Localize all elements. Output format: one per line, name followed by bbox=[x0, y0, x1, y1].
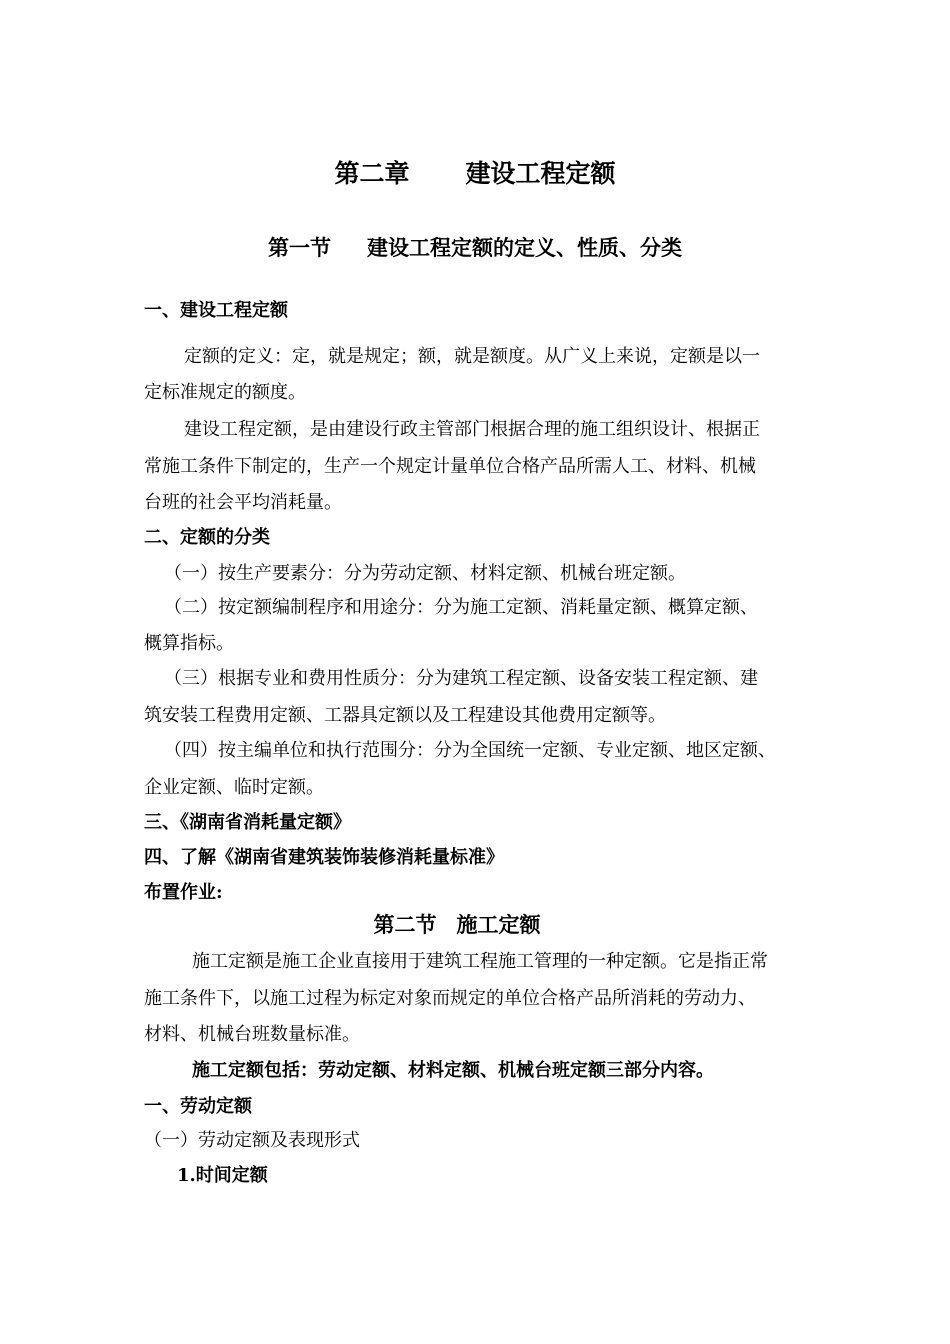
homework-label: 布置作业: bbox=[144, 882, 223, 903]
subheading-labor: （一）劳动定额及表现形式 bbox=[144, 1130, 360, 1151]
heading-part3: 三、《湖南省消耗量定额》 bbox=[144, 812, 351, 833]
heading-labor: 一、劳动定额 bbox=[144, 1096, 252, 1117]
paragraph-line: 常施工条件下制定的，生产一个规定计量单位合格产品所需人工、材料、机械 bbox=[144, 456, 756, 477]
section-1-title bbox=[0, 234, 950, 262]
paragraph-line: 台班的社会平均消耗量。 bbox=[144, 492, 342, 513]
section-2-number: 第二节 bbox=[373, 912, 437, 937]
paragraph-line: 材料、机械台班数量标准。 bbox=[144, 1024, 360, 1045]
list-item: 企业定额、临时定额。 bbox=[144, 777, 324, 798]
item-time-quota: 1.时间定额 bbox=[177, 1165, 268, 1186]
heading-part4: 四、了解《湖南省建筑装饰装修消耗量标准》 bbox=[144, 847, 504, 868]
list-item: 概算指标。 bbox=[144, 633, 234, 654]
paragraph-line: 施工条件下，以施工过程为标定对象而规定的单位合格产品所消耗的劳动力、 bbox=[144, 988, 756, 1009]
list-item: （二）按定额编制程序和用途分：分为施工定额、消耗量定额、概算定额、 bbox=[164, 597, 758, 618]
list-item: （三）根据专业和费用性质分：分为建筑工程定额、设备安装工程定额、建 bbox=[164, 668, 758, 689]
chapter-name: 建设工程定额 bbox=[465, 159, 616, 188]
list-item: 筑安装工程费用定额、工器具定额以及工程建设其他费用定额等。 bbox=[144, 705, 666, 726]
list-item: （四）按主编单位和执行范围分：分为全国统一定额、专业定额、地区定额、 bbox=[164, 740, 776, 761]
section-1-name: 建设工程定额的定义、性质、分类 bbox=[367, 235, 682, 260]
section-2-title bbox=[0, 911, 914, 939]
section-2-name: 施工定额 bbox=[456, 912, 541, 937]
paragraph-line: 建设工程定额，是由建设行政主管部门根据合理的施工组织设计、根据正 bbox=[184, 419, 760, 440]
chapter-title bbox=[0, 158, 950, 190]
paragraph-line: 定额的定义：定，就是规定；额，就是额度。从广义上来说，定额是以一 bbox=[184, 346, 760, 367]
heading-part1: 一、建设工程定额 bbox=[144, 300, 288, 321]
chapter-number: 第二章 bbox=[334, 159, 410, 188]
paragraph-line: 定标准规定的额度。 bbox=[144, 382, 306, 403]
section-1-number: 第一节 bbox=[268, 235, 331, 260]
list-item: （一）按生产要素分：分为劳动定额、材料定额、机械台班定额。 bbox=[164, 563, 686, 584]
paragraph-line: 施工定额是施工企业直接用于建筑工程施工管理的一种定额。它是指正常 bbox=[192, 951, 768, 972]
heading-part2: 二、定额的分类 bbox=[144, 527, 270, 548]
includes-statement: 施工定额包括：劳动定额、材料定额、机械台班定额三部分内容。 bbox=[192, 1060, 714, 1081]
